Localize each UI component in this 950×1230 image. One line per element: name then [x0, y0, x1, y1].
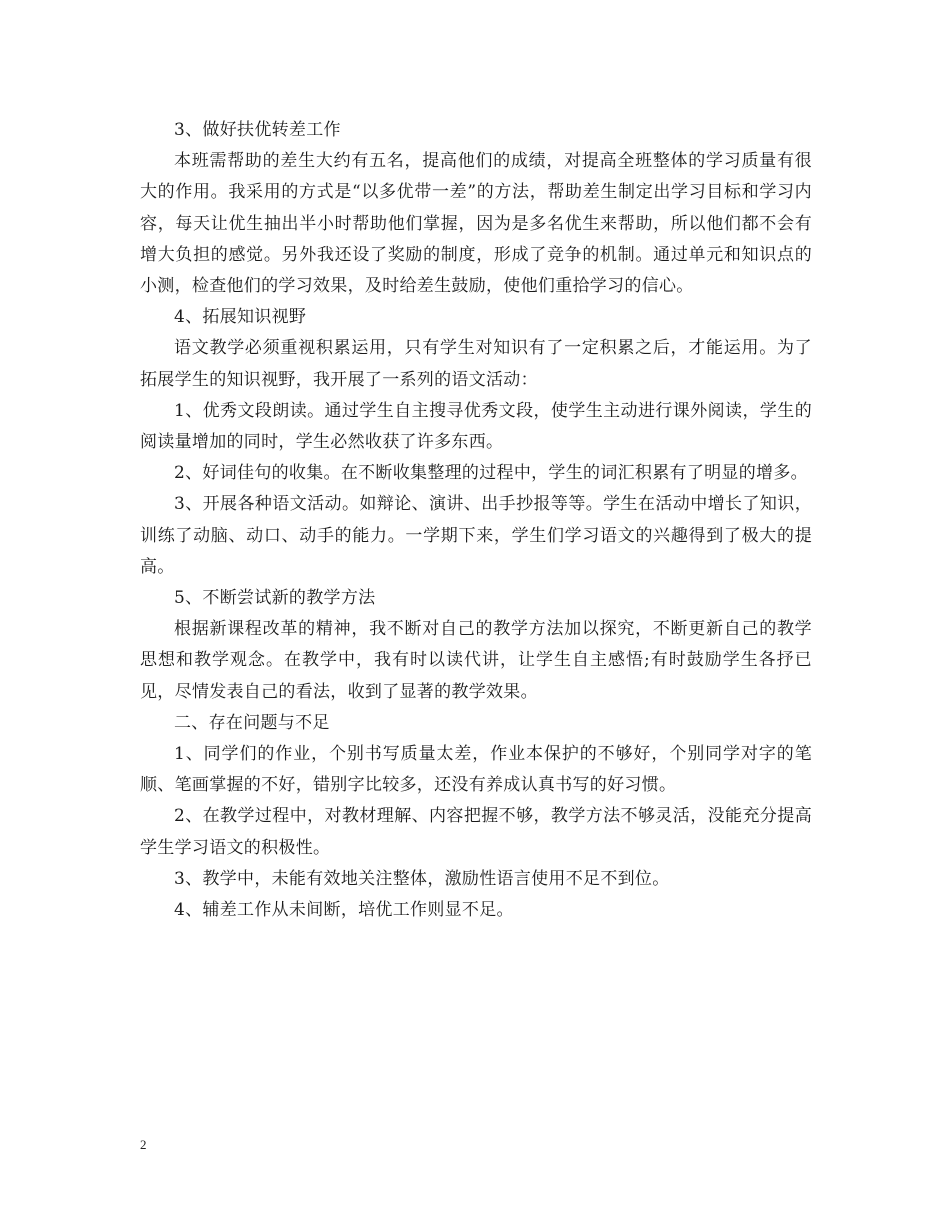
- paragraph-support-weak-students: 本班需帮助的差生大约有五名，提高他们的成绩，对提高全班整体的学习质量有很大的作用。我采用的方式是“以多优带一差”的方法，帮助差生制定出学习目标和学习内容，每天让优生抽出半小时帮助他们掌握，因为是多名优生来帮助，所以他们都不会有增大负担的感觉。另外我还设了奖励的制度，形成了竞争的机制。通过单元和知识点的小测，检查他们的学习效果，及时给差生鼓励，使他们重拾学习的信心。: [140, 151, 812, 297]
- list-item-reading: 1、优秀文段朗读。通过学生自主搜寻优秀文段，使学生主动进行课外阅读，学生的阅读量增加的同时，学生必然收获了许多东西。: [140, 400, 812, 453]
- section-heading-new-methods: 5、不断尝试新的教学方法: [174, 588, 376, 609]
- problem-item-teaching-process: 2、在教学过程中，对教材理解、内容把握不够，教学方法不够灵活，没能充分提高学生学习语文的积极性。: [140, 806, 812, 858]
- section-heading-expand-knowledge: 4、拓展知识视野: [174, 307, 307, 328]
- page-number: 2: [140, 1137, 147, 1152]
- paragraph-new-methods: 根据新课程改革的精神，我不断对自己的教学方法加以探究，不断更新自己的教学思想和教学观念。在教学中，我有时以读代讲，让学生自主感悟;有时鼓励学生各抒已见，尽情发表自己的看法，收到了显著的教学效果。: [140, 619, 812, 702]
- list-item-vocabulary: 2、好词佳句的收集。在不断收集整理的过程中，学生的词汇积累有了明显的增多。: [174, 463, 808, 484]
- paragraph-expand-knowledge: 语文教学必须重视积累运用，只有学生对知识有了一定积累之后，才能运用。为了拓展学生的知识视野，我开展了一系列的语文活动：: [140, 338, 812, 390]
- problem-item-homework: 1、同学们的作业，个别书写质量太差，作业本保护的不够好，个别同学对字的笔顺、笔画掌握的不好，错别字比较多，还没有养成认真书写的好习惯。: [140, 744, 812, 796]
- problem-item-encouragement: 3、教学中，未能有效地关注整体，激励性语言使用不足不到位。: [174, 868, 670, 889]
- section-heading-problems: 二、存在问题与不足: [174, 712, 330, 733]
- document-body: [140, 115, 812, 926]
- problem-item-tutoring: 4、辅差工作从未间断，培优工作则显不足。: [174, 900, 514, 921]
- list-item-activities: 3、开展各种语文活动。如辩论、演讲、出手抄报等等。学生在活动中增长了知识，训练了动脑、动口、动手的能力。一学期下来，学生们学习语文的兴趣得到了极大的提高。: [140, 494, 812, 577]
- section-heading-support-weak-students: 3、做好扶优转差工作: [174, 120, 341, 140]
